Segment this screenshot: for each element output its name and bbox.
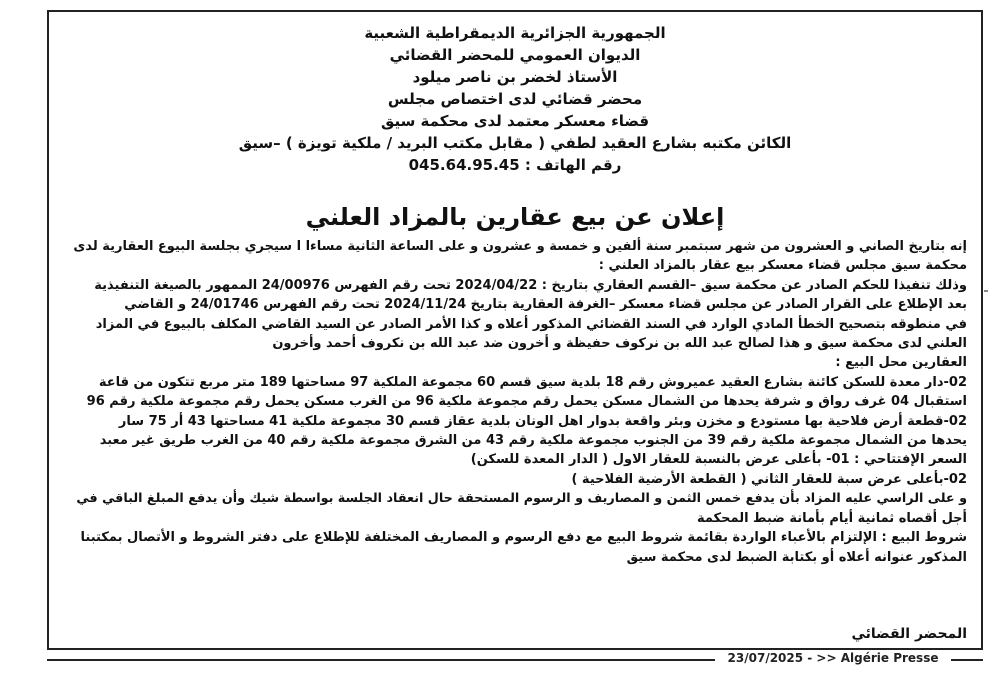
letterhead-line-phone: رقم الهاتف : 045.64.95.45 xyxy=(408,156,622,174)
letterhead-line-office: الديوان العمومي للمحضر القضائي xyxy=(389,46,641,64)
margin-mark xyxy=(984,290,988,292)
letterhead-line-name: الأستاذ لخضر بن ناصر ميلود xyxy=(412,68,618,86)
body-line: 02-بأعلى عرض سبة للعقار الثاني ( القطعة الأرضية الفلاحية ) xyxy=(571,471,967,487)
footer-rule-right xyxy=(951,659,983,661)
body-line: في منطوقه بتصحيح الخطأ المادي الوارد في السند القضائي المذكور أعلاه و كذا الأمر الصادر عن السيد القاضي المكلف بالبيوع في المزاد xyxy=(95,316,967,332)
body-line: السعر الإفتتاحي : 01- بأعلى عرض بالنسبة للعقار الاول ( الدار المعدة للسكن) xyxy=(470,452,967,468)
body-line: و على الراسي عليه المزاد بأن يدفع خمس الثمن و المصاريف و الرسوم المستحقة حال انعقاد الجلسة بواسطة شيك وأن يدفع المبلغ الباقي في xyxy=(76,491,967,507)
body-line: العلني لدى محكمة سيق و هذا لصالح عبد الله بن نركوف حفيظة و أخرون ضد عبد الله بن نكروف أحمد وأخرون xyxy=(272,336,967,352)
body-line: استقبال 04 غرف رواق و شرفة يحدها من الشمال مسكن يحمل رقم مجموعة ملكية 96 من الغرب مسكن يحمل رقم مجموعة ملكية رقم 96 xyxy=(86,394,967,410)
body-line: أجل أقصاه ثمانية أيام بأمانة ضبط المحكمة xyxy=(696,510,967,526)
footer-credit-bar xyxy=(47,653,983,667)
letterhead-line-republic: الجمهورية الجزائرية الديمقراطية الشعبية xyxy=(364,24,666,42)
announcement-body xyxy=(63,237,967,567)
footer-credit: 23/07/2025 - >> Algérie Presse xyxy=(727,651,939,665)
body-line: يحدها من الشمال مجموعة ملكية رقم 39 من الجنوب مجموعة ملكية رقم 43 من الشرق مجموعة ملكية رقم 40 من الغرب طريق غير معبد xyxy=(99,433,967,449)
announcement-frame xyxy=(47,10,983,650)
body-line: المذكور عنوانه أعلاه أو بكتابة الضبط لدى محكمة سيق xyxy=(626,549,967,565)
body-line: إنه بتاريخ الصاني و العشرون من شهر سبتمبر سنة ألفين و خمسة و عشرون و على الساعة الثانية مساءا ا سيجري بجلسة البيوع العقارية لدى xyxy=(73,239,967,254)
body-line: 02-قطعة أرض فلاحية بها مستودع و مخزن وبئر واقعة بدوار اهل الونان بلدية عقاز قسم 30 مجموعة ملكية 41 مساحتها 43 أر 75 سار xyxy=(118,413,967,429)
body-line: شروط البيع : الإلتزام بالأعباء الواردة بقائمة شروط البيع مع دفع الرسوم و المصاريف المختلفة للإطلاع على دفتر الشروط و الأتصال بمكتبنا xyxy=(80,530,967,546)
announcement-title: إعلان عن بيع عقارين بالمزاد العلني xyxy=(305,203,725,231)
letterhead xyxy=(49,22,981,176)
letterhead-line-court: قضاء معسكر معتمد لدى محكمة سيق xyxy=(380,112,650,130)
body-line: 02-دار معدة للسكن كائنة بشارع العقيد عميروش رقم 18 بلدية سيق قسم 60 مجموعة الملكية 97 مساحتها 189 متر مربع تتكون من قاعة xyxy=(98,374,967,390)
body-line: محكمة سيق مجلس قضاء معسكر بيع عقار بالمزاد العلني : xyxy=(598,258,967,274)
footer-rule-left xyxy=(47,659,715,661)
signature-label: المحضر القضائي xyxy=(851,626,967,642)
body-line: العقارين محل البيع : xyxy=(835,355,967,371)
letterhead-line-address: الكائن مكتبه بشارع العقيد لطفي ( مقابل مكتب البريد / ملكية تويزة ) –سيق xyxy=(238,134,792,152)
body-line: بعد الإطلاع على القرار الصادر عن مجلس قضاء معسكر –الغرفة العقارية بتاريخ 2024/11/24 تحت رقم الفهرس 24/01746 و القاضي xyxy=(124,297,967,313)
body-line: وذلك تنفيذا للحكم الصادر عن محكمة سيق –القسم العقاري بتاريخ : 2024/04/22 تحت رقم الفهرس 24/00976 الممهور بالصيغة التنفيذية xyxy=(94,277,967,293)
letterhead-line-jurisdiction: محضر قضائي لدى اختصاص مجلس xyxy=(387,90,643,108)
